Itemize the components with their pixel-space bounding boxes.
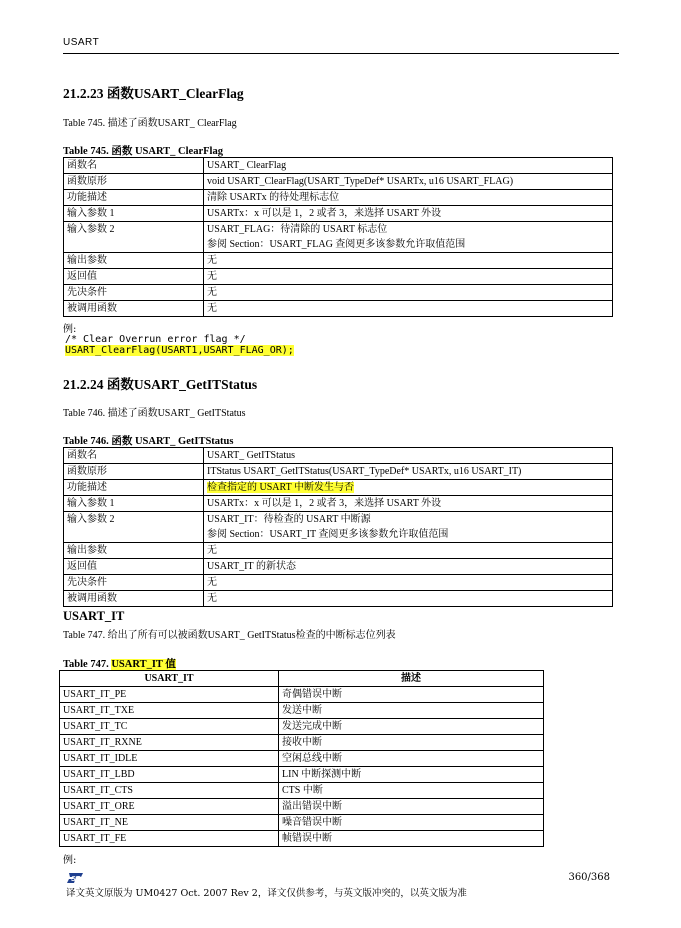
- it-name: USART_IT_IDLE: [60, 751, 279, 767]
- table-row: [60, 783, 544, 799]
- row-value: 无: [204, 575, 613, 591]
- section-heading-clearflag: 21.2.23 函数USART_ClearFlag: [63, 86, 244, 101]
- it-name: USART_IT_RXNE: [60, 735, 279, 751]
- row-key: 功能描述: [64, 190, 204, 206]
- row-key: 函数名: [64, 158, 204, 174]
- row-value: 无: [204, 269, 613, 285]
- row-value: USART_ ClearFlag: [204, 158, 613, 174]
- section-desc-getitstatus: Table 746. 描述了函数USART_ GetITStatus: [63, 408, 246, 419]
- table-row: [64, 464, 613, 480]
- row-key: 输入参数 2: [64, 222, 204, 253]
- row-key: 先决条件: [64, 285, 204, 301]
- table-row: [64, 559, 613, 575]
- caption-prefix: Table 747.: [63, 659, 112, 670]
- row-key: 返回值: [64, 269, 204, 285]
- row-key: 函数名: [64, 448, 204, 464]
- row-value-line1: USART_IT：待检查的 USART 中断源: [207, 514, 371, 525]
- table-row: [64, 174, 613, 190]
- table-row: [64, 158, 613, 174]
- row-key: 功能描述: [64, 480, 204, 496]
- row-value: USARTx：x 可以是 1，2 或者 3，来选择 USART 外设: [204, 496, 613, 512]
- header-rule: [63, 53, 619, 54]
- it-desc: 奇偶错误中断: [279, 687, 544, 703]
- table-row: [64, 575, 613, 591]
- row-key: 输出参数: [64, 543, 204, 559]
- table-row: [64, 222, 613, 253]
- example-label-2: 例:: [63, 855, 77, 866]
- row-value: 无: [204, 543, 613, 559]
- row-value-line2: 参阅 Section：USART_FLAG 查阅更多该参数允许取值范围: [207, 239, 466, 250]
- row-key: 输入参数 2: [64, 512, 204, 543]
- table-row: [60, 703, 544, 719]
- row-value: [204, 512, 613, 543]
- table-row: [60, 735, 544, 751]
- row-value: 无: [204, 301, 613, 317]
- it-name: USART_IT_ORE: [60, 799, 279, 815]
- it-desc: 空闲总线中断: [279, 751, 544, 767]
- row-value: 无: [204, 285, 613, 301]
- table-row: [60, 751, 544, 767]
- row-key: 输入参数 1: [64, 496, 204, 512]
- it-name: USART_IT_FE: [60, 831, 279, 847]
- it-name: USART_IT_TC: [60, 719, 279, 735]
- it-desc: 接收中断: [279, 735, 544, 751]
- col-header-usart-it: USART_IT: [60, 671, 279, 687]
- row-value: USART_ GetITStatus: [204, 448, 613, 464]
- it-desc: 发送完成中断: [279, 719, 544, 735]
- row-value-line2: 参阅 Section：USART_IT 查阅更多该参数允许取值范围: [207, 529, 449, 540]
- row-key: 输入参数 1: [64, 206, 204, 222]
- table-row: [64, 543, 613, 559]
- table-row: [64, 269, 613, 285]
- table-header-row: [60, 671, 544, 687]
- table-746: [63, 447, 613, 607]
- it-name: USART_IT_LBD: [60, 767, 279, 783]
- table-row: [64, 496, 613, 512]
- st-logo-icon: [66, 869, 84, 881]
- row-value: 清除 USARTx 的待处理标志位: [204, 190, 613, 206]
- table-row: [60, 687, 544, 703]
- row-key: 返回值: [64, 559, 204, 575]
- row-value: USARTx：x 可以是 1，2 或者 3，来选择 USART 外设: [204, 206, 613, 222]
- it-desc: LIN 中断探测中断: [279, 767, 544, 783]
- it-name: USART_IT_TXE: [60, 703, 279, 719]
- row-key: 被调用函数: [64, 301, 204, 317]
- table-row: [60, 719, 544, 735]
- code-comment: /* Clear Overrun error flag */: [65, 334, 246, 345]
- table-row: [60, 799, 544, 815]
- section-desc-clearflag: Table 745. 描述了函数USART_ ClearFlag: [63, 118, 237, 129]
- table-row: [64, 206, 613, 222]
- table-caption-746: Table 746. 函数 USART_ GetITStatus: [63, 436, 234, 447]
- it-desc: 帧错误中断: [279, 831, 544, 847]
- table-row: [64, 190, 613, 206]
- highlighted-text: 检查指定的 USART 中断发生与否: [207, 482, 355, 493]
- section-heading-usart-it: USART_IT: [63, 609, 125, 623]
- table-caption-747: [63, 656, 176, 671]
- table-row: [64, 480, 613, 496]
- table-row: [64, 285, 613, 301]
- it-desc: 噪音错误中断: [279, 815, 544, 831]
- row-value: 无: [204, 591, 613, 607]
- example-label-1: 例:: [63, 324, 77, 335]
- it-name: USART_IT_NE: [60, 815, 279, 831]
- row-key: 函数原形: [64, 174, 204, 190]
- it-desc: 溢出错误中断: [279, 799, 544, 815]
- row-value: void USART_ClearFlag(USART_TypeDef* USARTx, u16 USART_FLAG): [204, 174, 613, 190]
- table-row: [64, 448, 613, 464]
- it-desc: CTS 中断: [279, 783, 544, 799]
- row-key: 先决条件: [64, 575, 204, 591]
- table-row: [64, 512, 613, 543]
- table-row: [64, 591, 613, 607]
- row-key: 被调用函数: [64, 591, 204, 607]
- svg-text:ST: ST: [71, 876, 80, 883]
- row-value: [204, 480, 613, 496]
- table-row: [64, 253, 613, 269]
- it-name: USART_IT_PE: [60, 687, 279, 703]
- table-row: [60, 815, 544, 831]
- section-desc-usart-it: Table 747. 给出了所有可以被函数USART_ GetITStatus检查的中断标志位列表: [63, 630, 396, 641]
- running-header: USART: [63, 37, 100, 48]
- table-row: [60, 767, 544, 783]
- row-value: ITStatus USART_GetITStatus(USART_TypeDef* USARTx, u16 USART_IT): [204, 464, 613, 480]
- it-name: USART_IT_CTS: [60, 783, 279, 799]
- row-value: [204, 222, 613, 253]
- row-value-line1: USART_FLAG：待清除的 USART 标志位: [207, 224, 388, 235]
- it-desc: 发送中断: [279, 703, 544, 719]
- row-key: 函数原形: [64, 464, 204, 480]
- table-row: [60, 831, 544, 847]
- row-value: 无: [204, 253, 613, 269]
- table-caption-745: Table 745. 函数 USART_ ClearFlag: [63, 146, 223, 157]
- table-747: [59, 670, 544, 847]
- table-745: [63, 157, 613, 317]
- table-row: [64, 301, 613, 317]
- caption-highlight: USART_IT 值: [111, 659, 176, 670]
- page-number: 360/368: [568, 872, 610, 883]
- section-heading-getitstatus: 21.2.24 函数USART_GetITStatus: [63, 377, 258, 392]
- row-key: 输出参数: [64, 253, 204, 269]
- col-header-desc: 描述: [279, 671, 544, 687]
- translation-note: 译文英文原版为 UM0427 Oct. 2007 Rev 2，译文仅供参考，与英文版冲突的，以英文版为准: [66, 888, 467, 899]
- code-call: USART_ClearFlag(USART1,USART_FLAG_OR);: [65, 345, 294, 356]
- row-value: USART_IT 的新状态: [204, 559, 613, 575]
